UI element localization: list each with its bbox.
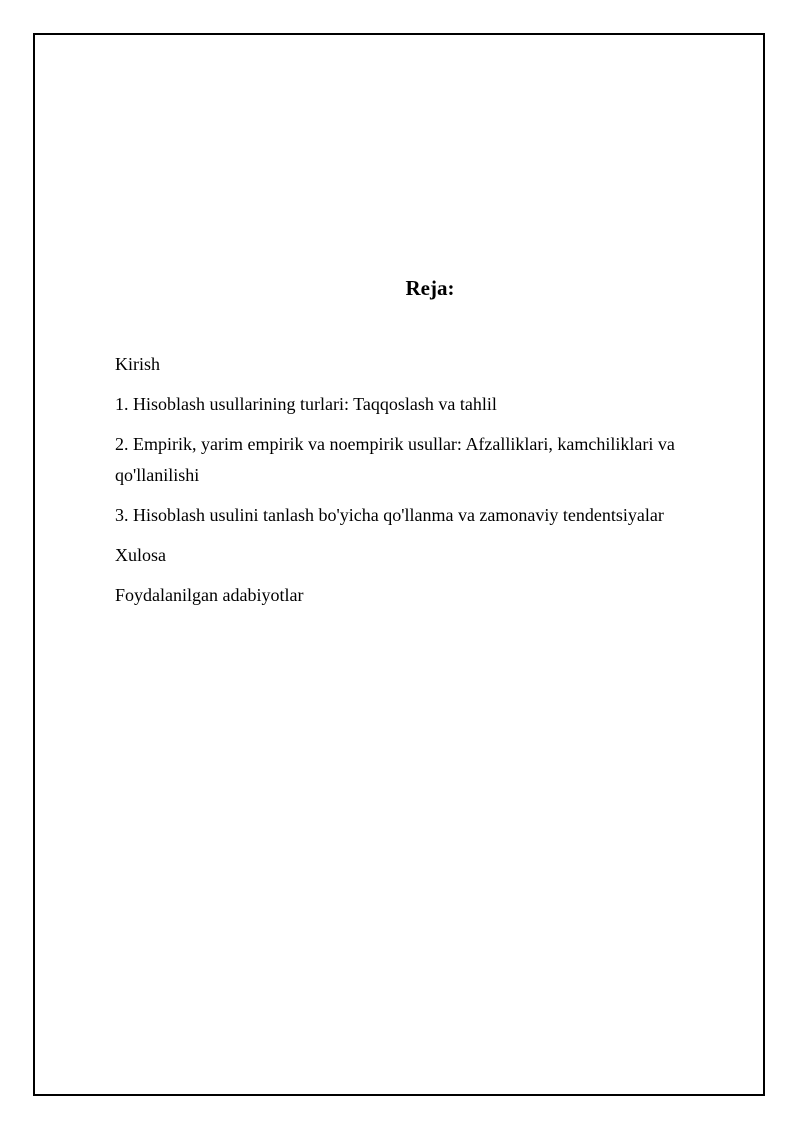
toc-item-section-3: 3. Hisoblash usulini tanlash bo'yicha qo'llanma va zamonaviy tendentsiyalar [115, 505, 664, 525]
toc-item-introduction: Kirish [115, 354, 160, 374]
table-of-contents [115, 349, 735, 620]
toc-item-section-2: 2. Empirik, yarim empirik va noempirik usullar: Afzalliklari, kamchiliklari va qo'llanilishi [115, 434, 675, 485]
toc-item-conclusion: Xulosa [115, 545, 166, 565]
toc-item-references: Foydalanilgan adabiyotlar [115, 585, 304, 605]
plan-heading: Reja: [405, 276, 455, 300]
toc-item-section-1: 1. Hisoblash usullarining turlari: Taqqoslash va tahlil [115, 394, 497, 414]
